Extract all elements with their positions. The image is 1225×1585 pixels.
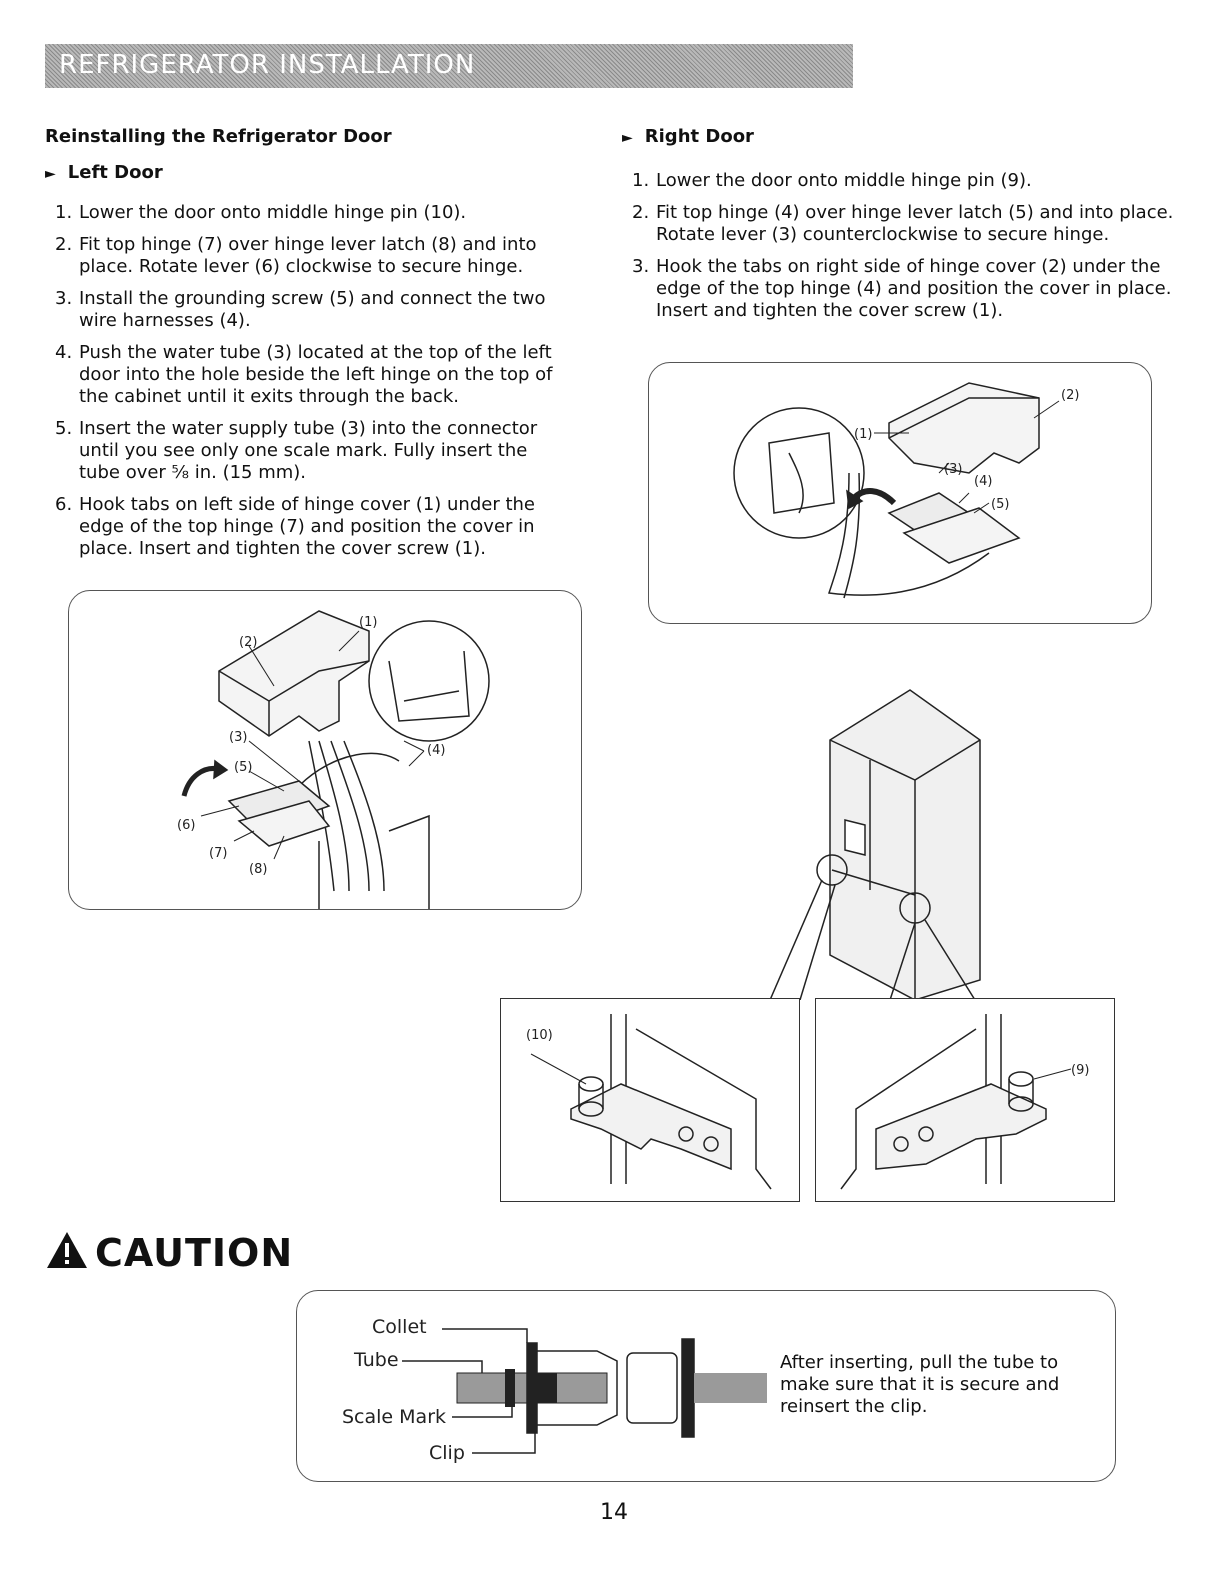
collet-label: Collet xyxy=(372,1316,427,1338)
label-5: (5) xyxy=(991,497,1010,512)
step-text: Insert the water supply tube (3) into the connector until you see only one scale mark. Fully insert the tube over ⅝ in. (15 mm). xyxy=(79,418,538,483)
right-door-steps xyxy=(632,170,1177,332)
step-number: 1. xyxy=(632,170,650,191)
left-door-label: Left Door xyxy=(67,162,163,183)
step-number: 3. xyxy=(55,288,73,309)
caution-text: After inserting, pull the tube to make sure that it is secure and reinsert the clip. xyxy=(780,1352,1060,1417)
right-hinge-illustration xyxy=(649,363,1151,623)
label-8: (8) xyxy=(249,862,268,877)
list-item xyxy=(55,202,565,224)
step-number: 2. xyxy=(632,202,650,223)
clip-label: Clip xyxy=(429,1442,465,1464)
left-door-figure xyxy=(68,590,582,910)
section-banner xyxy=(45,44,853,88)
label-7: (7) xyxy=(209,846,228,861)
refrigerator-illustration xyxy=(740,680,1000,1000)
left-middle-hinge-illustration xyxy=(501,999,799,1201)
list-item xyxy=(55,234,565,278)
list-item xyxy=(632,170,1177,192)
label-1: (1) xyxy=(359,615,378,630)
step-text: Fit top hinge (7) over hinge lever latch (8) and into place. Rotate lever (6) clockwise to secure hinge. xyxy=(79,234,537,277)
page-number: 14 xyxy=(600,1500,628,1525)
step-text: Hook tabs on left side of hinge cover (1) under the edge of the top hinge (7) and position the cover in place. Insert and tighten the cover screw (1). xyxy=(79,494,536,559)
list-item xyxy=(632,202,1177,246)
section-heading: Reinstalling the Refrigerator Door xyxy=(45,126,392,147)
right-door-figure xyxy=(648,362,1152,624)
middle-hinge-left-box xyxy=(500,998,800,1202)
label-4: (4) xyxy=(974,474,993,489)
step-text: Push the water tube (3) located at the top of the left door into the hole beside the left hinge on the top of the cabinet until it exits through the back. xyxy=(79,342,553,407)
right-middle-hinge-illustration xyxy=(816,999,1114,1201)
left-door-steps xyxy=(55,202,565,570)
step-number: 3. xyxy=(632,256,650,277)
label-2: (2) xyxy=(1061,388,1080,403)
step-number: 2. xyxy=(55,234,73,255)
label-3: (3) xyxy=(944,462,963,477)
step-number: 5. xyxy=(55,418,73,439)
right-door-subheading xyxy=(622,126,754,147)
caution-title: CAUTION xyxy=(95,1231,294,1275)
step-text: Hook the tabs on right side of hinge cover (2) under the edge of the top hinge (4) and position the cover in place. Insert and tighten the cover screw (1). xyxy=(656,256,1172,321)
caution-heading xyxy=(45,1230,293,1275)
tube-connector-illustration xyxy=(297,1291,767,1481)
middle-hinge-right-box xyxy=(815,998,1115,1202)
scale-mark-label: Scale Mark xyxy=(342,1406,447,1428)
step-text: Lower the door onto middle hinge pin (10). xyxy=(79,202,467,223)
label-10: (10) xyxy=(526,1028,553,1043)
step-text: Lower the door onto middle hinge pin (9). xyxy=(656,170,1032,191)
right-door-label: Right Door xyxy=(644,126,754,147)
left-door-subheading xyxy=(45,162,163,183)
step-text: Install the grounding screw (5) and connect the two wire harnesses (4). xyxy=(79,288,546,331)
label-4: (4) xyxy=(427,743,446,758)
scale-mark-shape xyxy=(505,1369,515,1407)
left-hinge-illustration xyxy=(69,591,581,909)
step-number: 4. xyxy=(55,342,73,363)
label-1: (1) xyxy=(854,427,873,442)
step-number: 1. xyxy=(55,202,73,223)
label-2: (2) xyxy=(239,635,258,650)
warning-triangle-icon xyxy=(45,1230,89,1270)
label-3: (3) xyxy=(229,730,248,745)
list-item xyxy=(55,288,565,332)
list-item xyxy=(55,418,565,484)
tube-label: Tube xyxy=(354,1349,399,1371)
step-text: Fit top hinge (4) over hinge lever latch (5) and into place. Rotate lever (3) counterclockwise to secure hinge. xyxy=(656,202,1174,245)
step-number: 6. xyxy=(55,494,73,515)
arrow-right-icon: ► xyxy=(622,130,633,146)
label-5: (5) xyxy=(234,760,253,775)
list-item xyxy=(55,494,565,560)
list-item xyxy=(632,256,1177,322)
section-title: REFRIGERATOR INSTALLATION xyxy=(59,50,476,80)
label-9: (9) xyxy=(1071,1063,1090,1078)
list-item xyxy=(55,342,565,408)
arrow-right-icon: ► xyxy=(45,166,56,182)
label-6: (6) xyxy=(177,818,196,833)
